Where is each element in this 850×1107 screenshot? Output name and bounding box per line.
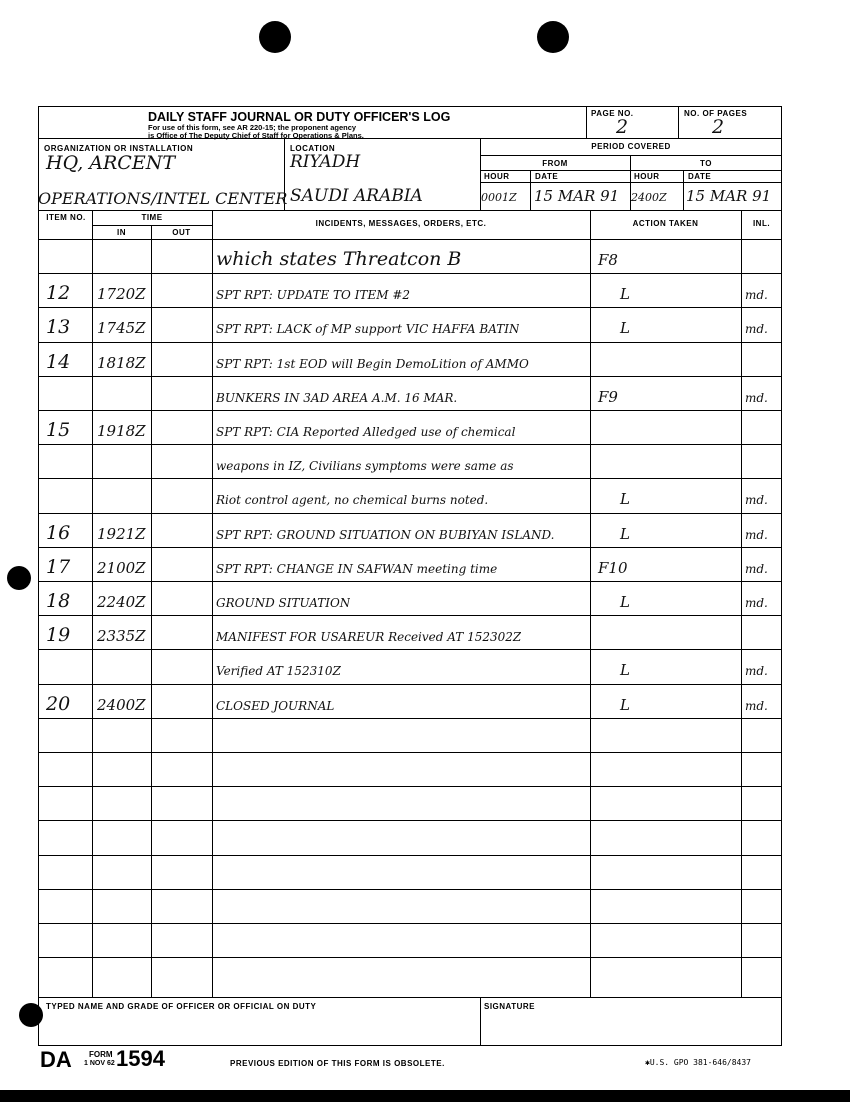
page-no-label: PAGE NO.: [591, 109, 634, 118]
row-divider: [38, 649, 782, 650]
action-taken-value[interactable]: L: [620, 285, 630, 303]
row-divider: [38, 444, 782, 445]
officer-name-label: TYPED NAME AND GRADE OF OFFICER OR OFFICIAL ON DUTY: [46, 1002, 317, 1011]
organization-label: ORGANIZATION OR INSTALLATION: [44, 144, 194, 153]
incident-text[interactable]: SPT RPT: UPDATE TO ITEM #2: [216, 288, 411, 302]
row-divider: [38, 855, 782, 856]
item-number[interactable]: 15: [46, 419, 71, 441]
initials-value[interactable]: md.: [745, 596, 768, 610]
form-subtitle-line1: For use of this form, see AR 220-15; the proponent agency: [148, 123, 357, 132]
row-divider: [38, 957, 782, 958]
row-divider: [38, 923, 782, 924]
row-divider: [38, 889, 782, 890]
no-of-pages-label: NO. OF PAGES: [684, 109, 748, 118]
row-divider: [38, 820, 782, 821]
incident-text[interactable]: SPT RPT: 1st EOD will Begin DemoLition of AMMO: [216, 357, 529, 371]
row-divider: [38, 718, 782, 719]
action-taken-value[interactable]: L: [620, 490, 630, 508]
action-taken-value[interactable]: L: [620, 593, 630, 611]
action-taken-value[interactable]: F9: [598, 388, 618, 406]
incident-text[interactable]: MANIFEST FOR USAREUR Received AT 152302Z: [216, 630, 522, 644]
signature-label: SIGNATURE: [484, 1002, 536, 1011]
incident-text[interactable]: Verified AT 152310Z: [216, 664, 341, 678]
row-divider: [38, 410, 782, 411]
location-label: LOCATION: [290, 144, 336, 153]
initials-value[interactable]: md.: [745, 562, 768, 576]
time-out-header: OUT: [172, 228, 191, 237]
form-id-number: 1594: [116, 1046, 165, 1071]
form-id-nov: 1 NOV 62: [84, 1060, 115, 1067]
organization-value-line2[interactable]: OPERATIONS/INTEL CENTER: [38, 189, 288, 208]
incident-text[interactable]: which states Threatcon B: [216, 248, 462, 270]
row-divider: [38, 786, 782, 787]
time-in-value[interactable]: 1921Z: [97, 525, 146, 543]
row-divider: [38, 752, 782, 753]
incident-text[interactable]: SPT RPT: CHANGE IN SAFWAN meeting time: [216, 562, 498, 576]
to-label: TO: [700, 159, 712, 168]
side-hole-punch-lower: [19, 1003, 43, 1027]
item-no-header: ITEM NO.: [46, 213, 86, 222]
obsolete-note: PREVIOUS EDITION OF THIS FORM IS OBSOLETE.: [230, 1059, 445, 1068]
item-number[interactable]: 20: [46, 693, 71, 715]
initials-value[interactable]: md.: [745, 664, 768, 678]
action-taken-header: ACTION TAKEN: [632, 219, 699, 228]
time-in-header: IN: [117, 228, 126, 237]
row-divider: [38, 513, 782, 514]
item-number[interactable]: 12: [46, 282, 71, 304]
time-in-value[interactable]: 2400Z: [97, 696, 146, 714]
row-divider: [38, 581, 782, 582]
period-covered-label: PERIOD COVERED: [591, 142, 671, 151]
action-taken-value[interactable]: F10: [598, 559, 628, 577]
time-in-value[interactable]: 1818Z: [97, 354, 146, 372]
incident-text[interactable]: SPT RPT: LACK of MP support VIC HAFFA BATIN: [216, 322, 520, 336]
initials-value[interactable]: md.: [745, 493, 768, 507]
time-header: TIME: [141, 213, 163, 222]
row-divider: [38, 547, 782, 548]
incident-text[interactable]: weapons in IZ, Civilians symptoms were same as: [216, 459, 514, 473]
row-divider: [38, 478, 782, 479]
to-date-label: DATE: [688, 172, 712, 181]
action-taken-value[interactable]: L: [620, 319, 630, 337]
location-value-line1[interactable]: RIYADH: [290, 152, 361, 172]
incidents-header: INCIDENTS, MESSAGES, ORDERS, ETC.: [315, 219, 487, 228]
row-divider: [38, 307, 782, 308]
initials-value[interactable]: md.: [745, 528, 768, 542]
action-taken-value[interactable]: L: [620, 661, 630, 679]
time-in-value[interactable]: 2100Z: [97, 559, 146, 577]
action-taken-value[interactable]: F8: [598, 251, 618, 269]
inl-header: INL.: [752, 219, 771, 228]
row-divider: [38, 342, 782, 343]
item-number[interactable]: 14: [46, 351, 71, 373]
action-taken-value[interactable]: L: [620, 525, 630, 543]
incident-text[interactable]: Riot control agent, no chemical burns noted.: [216, 493, 489, 507]
item-number[interactable]: 18: [46, 590, 71, 612]
location-value-line2[interactable]: SAUDI ARABIA: [290, 186, 423, 206]
form-id-da: DA: [40, 1047, 72, 1072]
initials-value[interactable]: md.: [745, 288, 768, 302]
incident-text[interactable]: SPT RPT: CIA Reported Alledged use of chemical: [216, 425, 516, 439]
form-title: DAILY STAFF JOURNAL OR DUTY OFFICER'S LOG: [148, 110, 451, 124]
initials-value[interactable]: md.: [745, 699, 768, 713]
from-hour-label: HOUR: [484, 172, 510, 181]
initials-value[interactable]: md.: [745, 391, 768, 405]
initials-value[interactable]: md.: [745, 322, 768, 336]
to-hour-value[interactable]: 2400Z: [631, 191, 667, 204]
action-taken-value[interactable]: L: [620, 696, 630, 714]
hole-punch-left: [259, 21, 291, 53]
no-of-pages-value[interactable]: 2: [712, 116, 725, 138]
incident-text[interactable]: GROUND SITUATION: [216, 596, 351, 610]
hole-punch-right: [537, 21, 569, 53]
time-in-value[interactable]: 2335Z: [97, 627, 146, 645]
gpo-note: ✱U.S. GPO 381-646/8437: [645, 1058, 751, 1067]
from-hour-value[interactable]: 0001Z: [481, 191, 517, 204]
form-subtitle-line2: is Office of The Deputy Chief of Staff for Operations & Plans.: [148, 131, 364, 140]
side-hole-punch-upper: [7, 566, 31, 590]
row-divider: [38, 615, 782, 616]
from-label: FROM: [542, 159, 568, 168]
from-date-label: DATE: [535, 172, 559, 181]
item-number[interactable]: 19: [46, 624, 71, 646]
incident-text[interactable]: SPT RPT: GROUND SITUATION ON BUBIYAN ISLAND.: [216, 528, 555, 542]
to-hour-label: HOUR: [634, 172, 660, 181]
bottom-edge-bar: [0, 1090, 850, 1102]
row-divider: [38, 684, 782, 685]
to-date-value[interactable]: 15 MAR 91: [686, 187, 772, 205]
item-number[interactable]: 13: [46, 316, 71, 338]
item-number[interactable]: 16: [46, 522, 71, 544]
time-in-value[interactable]: 2240Z: [97, 593, 146, 611]
incident-text[interactable]: CLOSED JOURNAL: [216, 699, 335, 713]
row-divider: [38, 273, 782, 274]
time-in-value[interactable]: 1745Z: [97, 319, 146, 337]
organization-value-line1[interactable]: HQ, ARCENT: [46, 152, 176, 174]
time-in-value[interactable]: 1720Z: [97, 285, 146, 303]
from-date-value[interactable]: 15 MAR 91: [534, 187, 620, 205]
incident-text[interactable]: BUNKERS IN 3AD AREA A.M. 16 MAR.: [216, 391, 458, 405]
page-no-value[interactable]: 2: [616, 116, 629, 138]
row-divider: [38, 376, 782, 377]
time-in-value[interactable]: 1918Z: [97, 422, 146, 440]
item-number[interactable]: 17: [46, 556, 71, 578]
form-id-form: FORM: [89, 1050, 113, 1059]
